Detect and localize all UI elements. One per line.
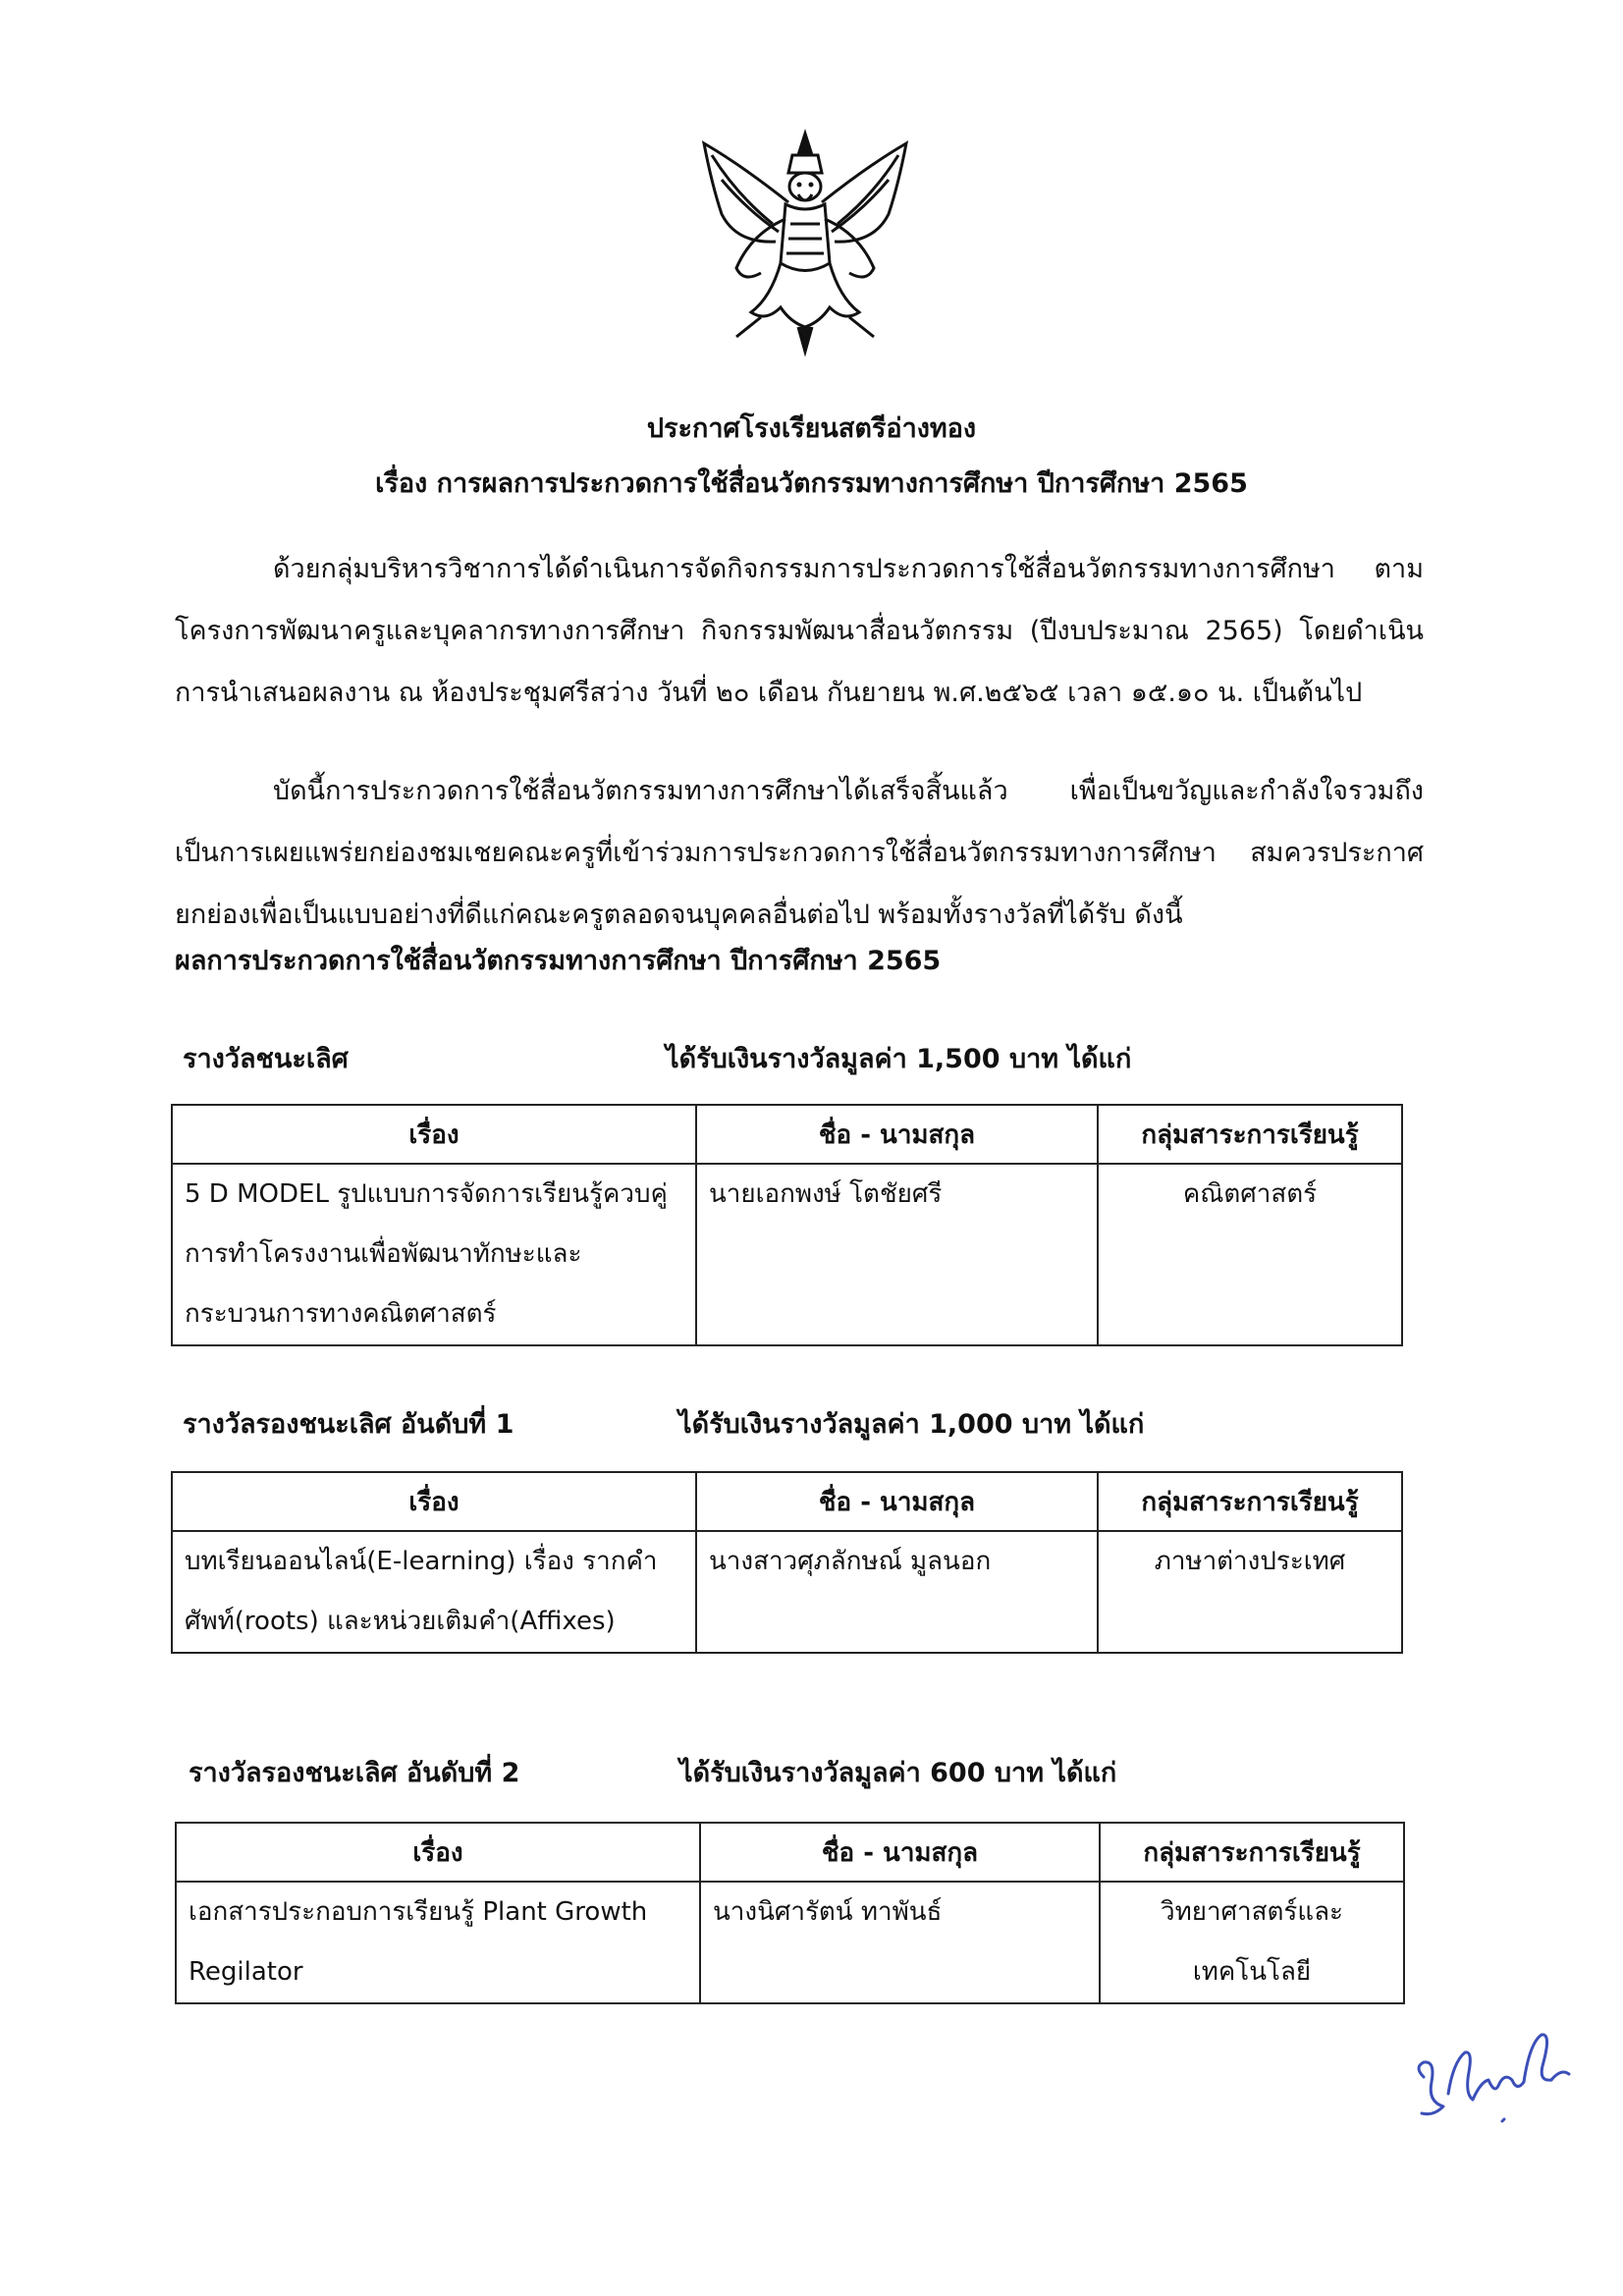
- header-topic: เรื่อง: [176, 1823, 700, 1882]
- intro-paragraph: ด้วยกลุ่มบริหารวิชาการได้ดำเนินการจัดกิจกรรมการประกวดการใช้สื่อนวัตกรรมทางการศึกษา ตามโครงการพัฒนาครูและบุคลากรทางการศึกษา กิจกรรมพัฒนาสื่อนวัตกรรม (ปีงบประมาณ 2565) โดยดำเนินการนำเสนอผลงาน ณ ห้องประชุมศรีสว่าง วันที่ ๒๐ เดือน กันยายน พ.ศ.๒๕๖๕ เวลา ๑๕.๑๐ น. เป็นต้นไป: [175, 554, 1424, 708]
- award-2-table: [171, 1471, 1403, 1654]
- signature-icon: [1404, 2023, 1581, 2131]
- table-row: [172, 1164, 1402, 1345]
- cell-topic: เอกสารประกอบการเรียนรู้ Plant Growth Regilator: [176, 1882, 700, 2003]
- award-amount: ได้รับเงินรางวัลมูลค่า 600 บาท ได้แก่: [679, 1758, 1117, 1788]
- garuda-emblem-icon: [682, 126, 928, 361]
- award-amount: ได้รับเงินรางวัลมูลค่า 1,000 บาท ได้แก่: [678, 1409, 1145, 1440]
- table-header-row: [172, 1472, 1402, 1531]
- header-topic: เรื่อง: [172, 1472, 696, 1531]
- award-label: รางวัลชนะเลิศ: [183, 1044, 349, 1074]
- cell-name: นางนิศารัตน์ ทาพันธ์: [700, 1882, 1100, 2003]
- header-subject-group: กลุ่มสาระการเรียนรู้: [1098, 1472, 1402, 1531]
- award-amount: ได้รับเงินรางวัลมูลค่า 1,500 บาท ได้แก่: [666, 1044, 1132, 1074]
- award-label: รางวัลรองชนะเลิศ อันดับที่ 1: [183, 1409, 514, 1440]
- header-topic: เรื่อง: [172, 1105, 696, 1164]
- header-name: ชื่อ - นามสกุล: [700, 1823, 1100, 1882]
- table-row: [172, 1531, 1402, 1653]
- cell-subject-group: วิทยาศาสตร์และเทคโนโลยี: [1100, 1882, 1404, 2003]
- cell-name: นายเอกพงษ์ โตชัยศรี: [696, 1164, 1098, 1345]
- table-row: [176, 1882, 1404, 2003]
- award-3-table: [175, 1822, 1405, 2004]
- announcement-subject: เรื่อง การผลการประกวดการใช้สื่อนวัตกรรมทางการศึกษา ปีการศึกษา 2565: [375, 468, 1248, 499]
- cell-subject-group: ภาษาต่างประเทศ: [1098, 1531, 1402, 1653]
- award-label: รางวัลรองชนะเลิศ อันดับที่ 2: [189, 1758, 520, 1788]
- table-header-row: [172, 1105, 1402, 1164]
- announcement-title: ประกาศโรงเรียนสตรีอ่างทอง: [646, 413, 977, 444]
- header-name: ชื่อ - นามสกุล: [696, 1105, 1098, 1164]
- table-header-row: [176, 1823, 1404, 1882]
- header-subject-group: กลุ่มสาระการเรียนรู้: [1100, 1823, 1404, 1882]
- results-heading: ผลการประกวดการใช้สื่อนวัตกรรมทางการศึกษา ปีการศึกษา 2565: [175, 946, 942, 976]
- cell-topic: 5 D MODEL รูปแบบการจัดการเรียนรู้ควบคู่การทำโครงงานเพื่อพัฒนาทักษะและกระบวนการทางคณิตศาสตร์: [172, 1164, 696, 1345]
- result-paragraph: บัดนี้การประกวดการใช้สื่อนวัตกรรมทางการศึกษาได้เสร็จสิ้นแล้ว เพื่อเป็นขวัญและกำลังใจรวมถึง เป็นการเผยแพร่ยกย่องชมเชยคณะครูที่เข้าร่วมการประกวดการใช้สื่อนวัตกรรมทางการศึกษา สมควรประกาศยกย่องเพื่อเป็นแบบอย่างที่ดีแก่คณะครูตลอดจนบุคคลอื่นต่อไป พร้อมทั้งรางวัลที่ได้รับ ดังนี้: [175, 776, 1424, 930]
- cell-topic: บทเรียนออนไลน์(E-learning) เรื่อง รากคำศัพท์(roots) และหน่วยเติมคำ(Affixes): [172, 1531, 696, 1653]
- cell-subject-group: คณิตศาสตร์: [1098, 1164, 1402, 1345]
- header-subject-group: กลุ่มสาระการเรียนรู้: [1098, 1105, 1402, 1164]
- award-1-table: [171, 1104, 1403, 1346]
- header-name: ชื่อ - นามสกุล: [696, 1472, 1098, 1531]
- cell-name: นางสาวศุภลักษณ์ มูลนอก: [696, 1531, 1098, 1653]
